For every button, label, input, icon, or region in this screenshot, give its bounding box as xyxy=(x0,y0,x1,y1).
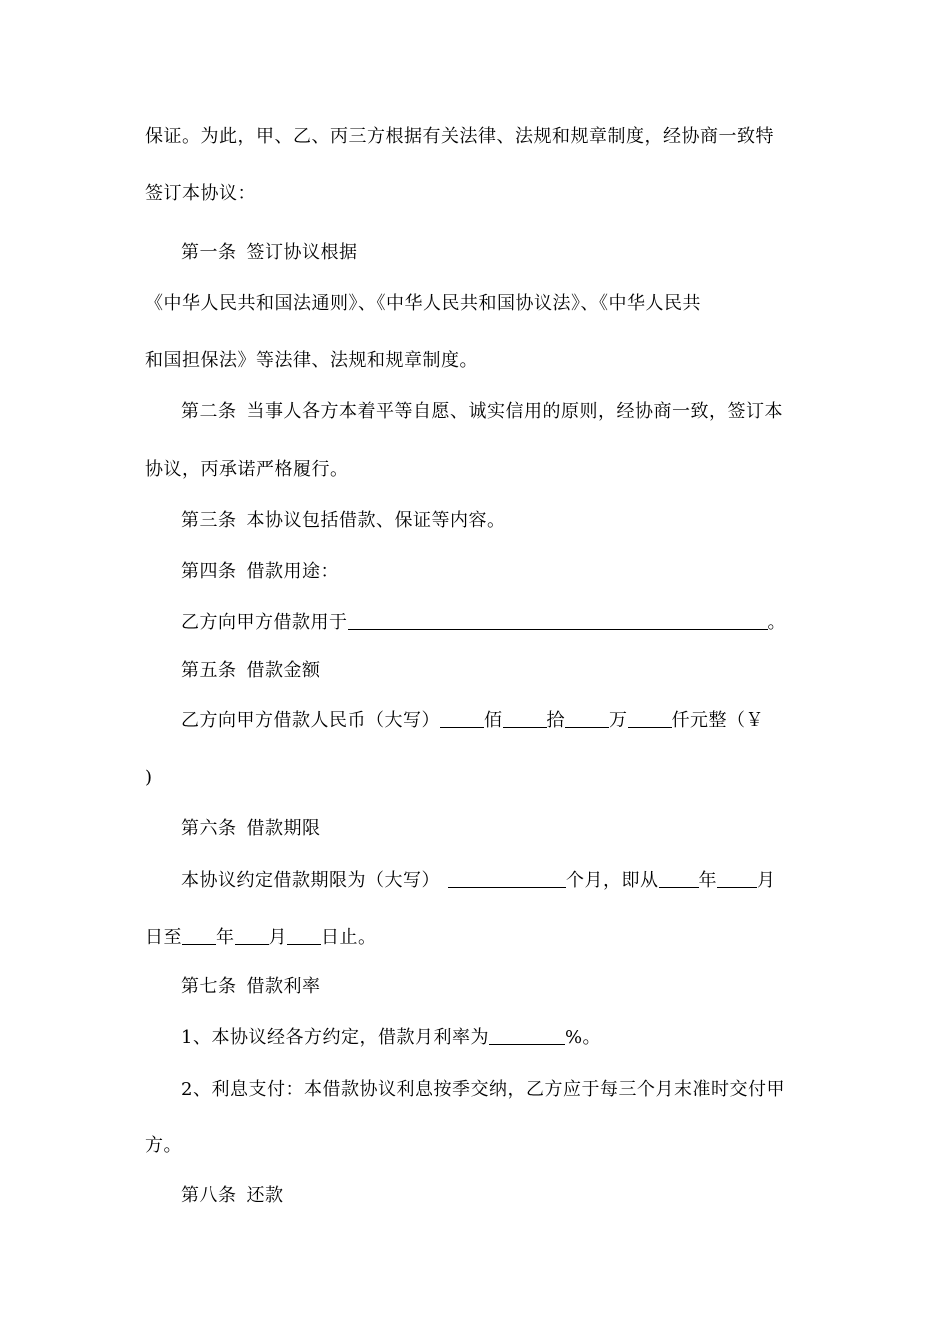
loan-term-label: 本协议约定借款期限为（大写） xyxy=(181,870,440,891)
loan-amount-close-paren: ) xyxy=(145,767,153,788)
text-line-2: 签订本协议： xyxy=(145,183,256,204)
loan-amount-line xyxy=(181,709,851,733)
article-4-title: 借款用途： xyxy=(246,561,339,582)
amount-wan-blank[interactable] xyxy=(565,709,609,728)
interest-rate-blank[interactable] xyxy=(489,1026,565,1045)
loan-term-months-blank[interactable] xyxy=(448,869,566,888)
article-6-number: 第六条 xyxy=(181,818,237,839)
start-year-blank[interactable] xyxy=(659,869,699,888)
interest-payment-line: 2、利息支付：本借款协议利息按季交纳，乙方应于每三个月末准时交付甲 xyxy=(181,1079,785,1100)
loan-purpose-line xyxy=(181,611,851,635)
start-day-label: 日至 xyxy=(145,927,182,948)
article-6-heading xyxy=(181,817,851,841)
text-line-article-2-cont: 协议，丙承诺严格履行。 xyxy=(145,459,349,480)
end-year-label: 年 xyxy=(216,927,235,948)
article-7-number: 第七条 xyxy=(181,976,237,997)
article-8-number: 第八条 xyxy=(181,1185,237,1206)
interest-rate-line xyxy=(181,1026,851,1050)
loan-term-line xyxy=(181,869,851,893)
article-2-paragraph xyxy=(181,400,851,424)
loan-purpose-end: 。 xyxy=(767,612,786,633)
start-month-label: 月 xyxy=(757,870,776,891)
article-2-text: 当事人各方本着平等自愿、诚实信用的原则，经协商一致，签订本 xyxy=(246,401,783,422)
article-1-number: 第一条 xyxy=(181,242,237,263)
loan-purpose-label: 乙方向甲方借款用于 xyxy=(181,612,348,633)
end-day-label: 日止。 xyxy=(321,927,377,948)
article-2-number: 第二条 xyxy=(181,401,237,422)
end-month-label: 月 xyxy=(268,927,287,948)
article-3-number: 第三条 xyxy=(181,510,237,531)
start-month-blank[interactable] xyxy=(717,869,757,888)
unit-qian-yuan: 仟元整（￥ xyxy=(671,710,764,731)
text-line-laws-1: 《中华人民共和国法通则》、《中华人民共和国协议法》、《中华人民共 xyxy=(145,293,701,314)
article-6-title: 借款期限 xyxy=(246,818,321,839)
end-month-blank[interactable] xyxy=(235,926,269,945)
amount-tens-blank[interactable] xyxy=(503,709,547,728)
start-year-label: 年 xyxy=(698,870,717,891)
unit-bai: 佰 xyxy=(484,710,503,731)
text-line-laws-2: 和国担保法》等法律、法规和规章制度。 xyxy=(145,350,478,371)
article-1-title: 签订协议根据 xyxy=(246,242,358,263)
article-4-number: 第四条 xyxy=(181,561,237,582)
article-3-text: 本协议包括借款、保证等内容。 xyxy=(246,510,506,531)
article-5-number: 第五条 xyxy=(181,660,237,681)
amount-hundreds-blank[interactable] xyxy=(440,709,484,728)
loan-amount-label: 乙方向甲方借款人民币（大写） xyxy=(181,710,440,731)
interest-payment-cont: 方。 xyxy=(145,1135,182,1156)
article-8-title: 还款 xyxy=(246,1185,284,1206)
article-5-heading xyxy=(181,659,851,683)
unit-shi: 拾 xyxy=(546,710,565,731)
interest-rate-unit: %。 xyxy=(564,1027,602,1048)
article-8-heading xyxy=(181,1184,851,1208)
article-3-paragraph xyxy=(181,509,851,533)
article-7-heading xyxy=(181,975,851,999)
unit-wan: 万 xyxy=(609,710,628,731)
end-day-blank[interactable] xyxy=(287,926,321,945)
article-7-title: 借款利率 xyxy=(246,976,321,997)
interest-rate-label: 1、本协议经各方约定，借款月利率为 xyxy=(181,1027,489,1048)
amount-qian-blank[interactable] xyxy=(628,709,672,728)
loan-term-months-text: 个月，即从 xyxy=(566,870,659,891)
text-line-1: 保证。为此，甲、乙、丙三方根据有关法律、法规和规章制度，经协商一致特 xyxy=(145,126,774,147)
loan-term-end-line xyxy=(145,926,815,950)
end-year-blank[interactable] xyxy=(182,926,216,945)
article-4-heading xyxy=(181,560,851,584)
loan-purpose-blank[interactable] xyxy=(348,611,768,630)
article-5-title: 借款金额 xyxy=(246,660,321,681)
article-1-heading xyxy=(181,241,851,265)
